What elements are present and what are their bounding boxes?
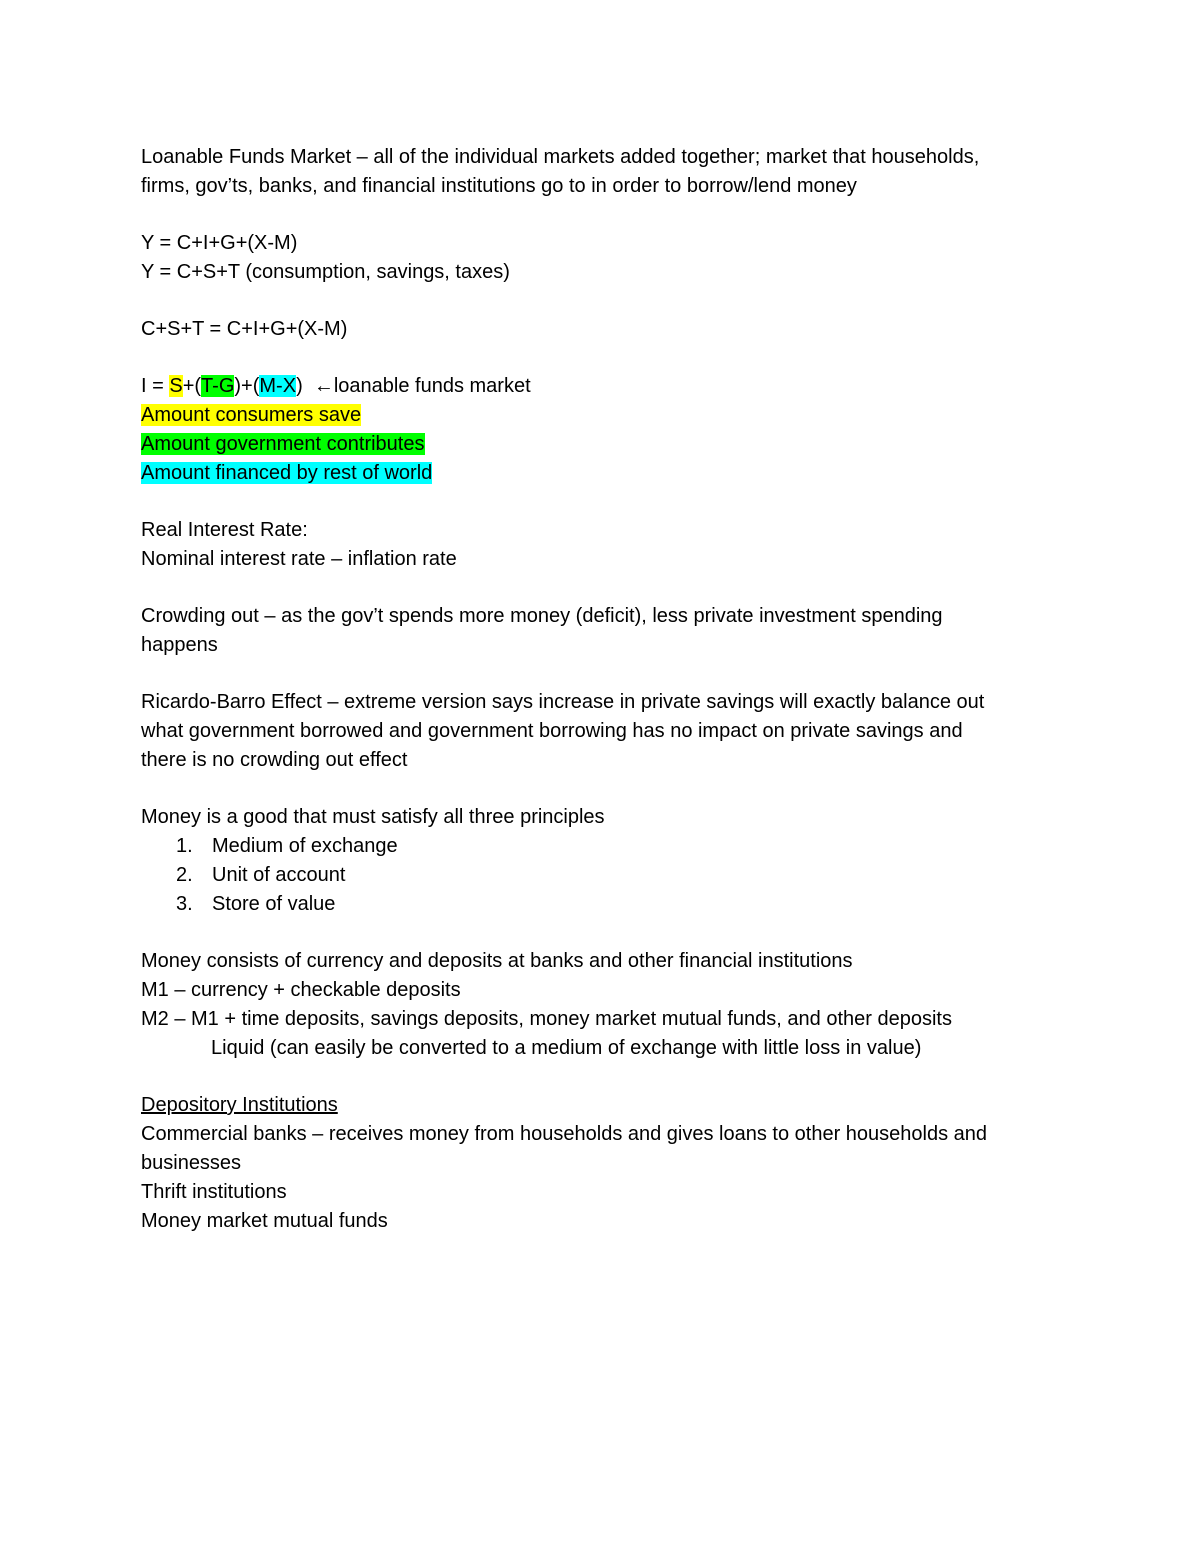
list-number: 3. (176, 893, 193, 915)
liquid-definition: Liquid (can easily be converted to a medium of exchange with little loss in value) (211, 1037, 922, 1059)
rest-of-world-row (141, 459, 432, 487)
crowding-out-line-1: Crowding out – as the gov’t spends more money (deficit), less private investment spending (141, 605, 943, 627)
list-text: Medium of exchange (212, 835, 398, 857)
equation-income: Y = C+S+T (consumption, savings, taxes) (141, 261, 510, 283)
crowding-out-line-2: happens (141, 634, 218, 656)
investment-prefix: I = (141, 375, 170, 397)
investment-equation (141, 372, 531, 400)
ricardo-barro-line-3: there is no crowding out effect (141, 749, 408, 771)
list-number: 1. (176, 835, 193, 857)
close-paren: ) (296, 375, 303, 397)
government-term: T-G (201, 375, 235, 397)
list-item (176, 861, 345, 889)
list-item (176, 832, 398, 860)
savings-term: S (169, 375, 183, 397)
list-item (176, 890, 335, 918)
government-contributes-label: Amount government contributes (141, 433, 425, 455)
money-consists-line: Money consists of currency and deposits at banks and other financial institutions (141, 950, 853, 972)
rest-of-world-label: Amount financed by rest of world (141, 462, 433, 484)
consumers-save-label: Amount consumers save (141, 404, 362, 426)
list-text: Unit of account (212, 864, 346, 886)
loanable-funds-definition-line-1: Loanable Funds Market – all of the individual markets added together; market that households, (141, 146, 980, 168)
real-interest-rate-formula: Nominal interest rate – inflation rate (141, 548, 457, 570)
money-principles-intro: Money is a good that must satisfy all three principles (141, 806, 605, 828)
m2-definition: M2 – M1 + time deposits, savings deposits, money market mutual funds, and other deposits (141, 1008, 952, 1030)
world-term: M-X (259, 375, 297, 397)
money-market-mutual-funds: Money market mutual funds (141, 1210, 388, 1232)
list-number: 2. (176, 864, 193, 886)
ricardo-barro-line-1: Ricardo-Barro Effect – extreme version says increase in private savings will exactly balance out (141, 691, 985, 713)
government-contributes-row (141, 430, 425, 458)
depository-institutions-heading: Depository Institutions (141, 1094, 338, 1116)
plus-open-2: )+( (234, 375, 260, 397)
loanable-funds-definition-line-2: firms, gov’ts, banks, and financial institutions go to in order to borrow/lend money (141, 175, 857, 197)
equation-expenditure: Y = C+I+G+(X-M) (141, 232, 298, 254)
real-interest-rate-title: Real Interest Rate: (141, 519, 308, 541)
m1-definition: M1 – currency + checkable deposits (141, 979, 461, 1001)
commercial-banks-line-2: businesses (141, 1152, 242, 1174)
ricardo-barro-line-2: what government borrowed and government borrowing has no impact on private savings and (141, 720, 963, 742)
plus-open-1: +( (182, 375, 202, 397)
equation-equality: C+S+T = C+I+G+(X-M) (141, 318, 348, 340)
list-text: Store of value (212, 893, 336, 915)
thrift-institutions: Thrift institutions (141, 1181, 287, 1203)
consumers-save-row (141, 401, 361, 429)
loanable-funds-arrow-note: ←loanable funds market (302, 375, 531, 397)
commercial-banks-line-1: Commercial banks – receives money from households and gives loans to other households and (141, 1123, 988, 1145)
